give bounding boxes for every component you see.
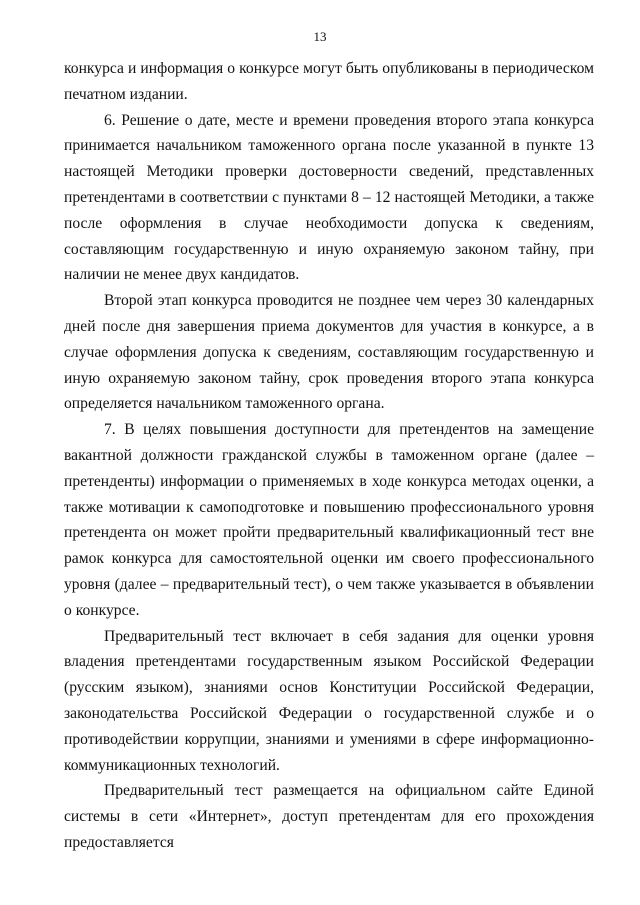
paragraph-item-6: 6. Решение о дате, месте и времени проведения второго этапа конкурса принимается начальником таможенного органа после указанной в пункте 13 настоящей Методики проверки достоверности сведений, представленных претендентами в соответствии с пунктами 8 – 12 настоящей Методики, а также после оформления в случае необходимости допуска к сведениям, составляющим государственную и иную охраняемую законом тайну, при наличии не менее двух кандидатов. <box>64 111 594 284</box>
paragraph-item-7: 7. В целях повышения доступности для претендентов на замещение вакантной должности гражданской службы в таможенном органе (далее – претенденты) информации о применяемых в ходе конкурса методах оценки, а также мотивации к самоподготовке и повышению профессионального уровня претендента он может пройти предварительный квалификационный тест вне рамок конкурса для самостоятельной оценки им своего профессионального уровня (далее – предварительный тест), о чем также указывается в объявлении о конкурсе. <box>64 421 594 619</box>
paragraph-preliminary-test-content: Предварительный тест включает в себя задания для оценки уровня владения претендентами государственным языком Российской Федерации (русским языком), знаниями основ Конституции Российской Федерации, законодательства Российской Федерации о государственной службе и о противодействии коррупции, знаниями и умениями в сфере информационно-коммуникационных технологий. <box>64 627 594 774</box>
paragraph-preliminary-test-access: Предварительный тест размещается на официальном сайте Единой системы в сети «Интернет», доступ претендентам для его прохождения предоставляется <box>64 782 594 851</box>
page-number: 13 <box>313 29 327 44</box>
paragraph-second-stage-deadline: Второй этап конкурса проводится не позднее чем через 30 календарных дней после дня завершения приема документов для участия в конкурсе, а в случае оформления допуска к сведениям, составляющим государственную и иную охраняемую законом тайну, срок проведения второго этапа конкурса определяется начальником таможенного органа. <box>64 292 594 413</box>
document-body <box>64 56 594 856</box>
paragraph-continuation: конкурса и информация о конкурсе могут быть опубликованы в периодическом печатном издании. <box>64 60 594 103</box>
